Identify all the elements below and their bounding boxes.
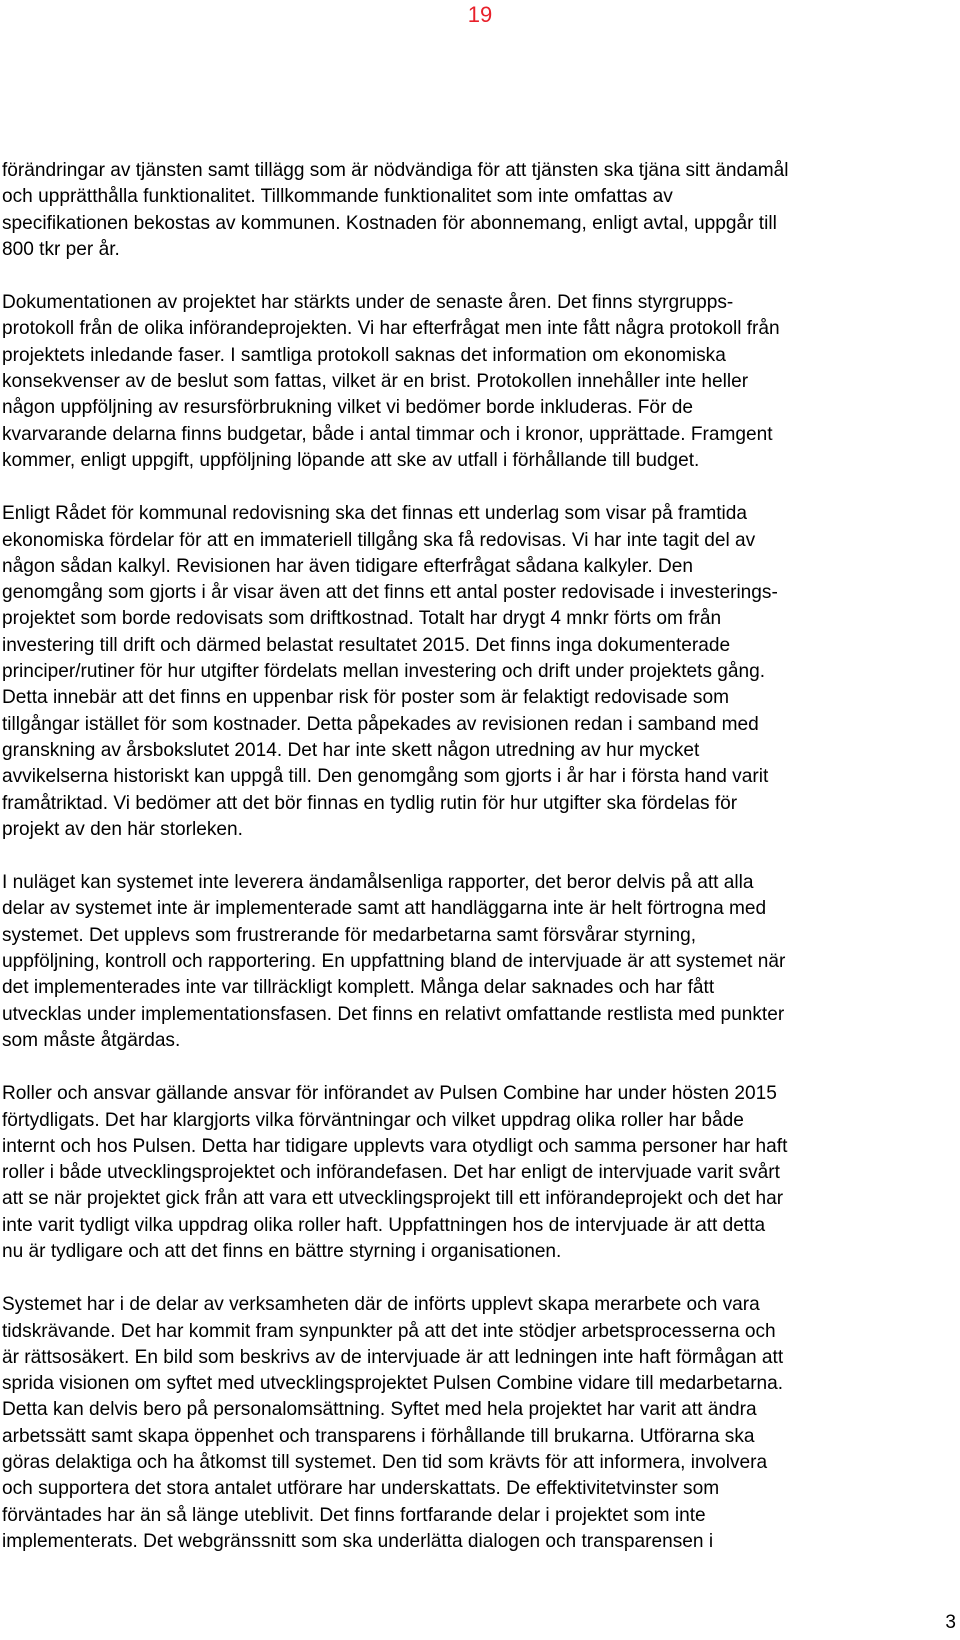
paragraph-system-experience: Systemet har i de delar av verksamheten där de införts upplevt skapa merarbete och vara tidskrävande. Det har kommit fram synpunkter på att det inte stödjer arbetsprocesserna och är rättsosäkert. En bild som beskrivs av de intervjuade är att ledningen inte haft förmågan att sprida visionen om syftet med utvecklingsprojektet Pulsen Combine vidare till medarbetarna. Detta kan delvis bero på personalomsättning. Syftet med hela projektet har varit att ändra arbetssätt samt skapa öppenhet och transparens i förhållande till brukarna. Utförarna ska göras delaktiga och ha åtkomst till systemet. Den tid som krävts för att informera, involvera och supportera det stora antalet utförare har underskattats. De effektivitetvinster som förväntades har än så länge uteblivit. Det finns fortfarande delar i projektet som inte implementerats. Det webgränssnitt som ska underlätta dialogen och transparensen i bbox=[2, 1294, 784, 1552]
corner-page-marker: 3 bbox=[945, 1612, 956, 1633]
paragraph-service-costs: förändringar av tjänsten samt tillägg som är nödvändiga för att tjänsten ska tjäna sitt ändamål och upprätthålla funktionalitet. Tillkommande funktionalitet som inte omfattas av specifikationen bekostas av kommunen. Kostnaden för abonnemang, enligt avtal, uppgår till 800 tkr per år. bbox=[2, 160, 789, 260]
paragraph-accounting: Enligt Rådet för kommunal redovisning ska det finnas ett underlag som visar på framtida ekonomiska fördelar för att en immateriell tillgång ska få redovisas. Vi har inte tagit del av någon sådan kalkyl. Revisionen har även tidigare efterfrågat sådana kalkyler. Den genomgång som gjorts i år visar även att det finns ett antal poster redovisade i investerings- projektet som borde redovisats som driftkostnad. Totalt har drygt 4 mnkr förts om från investering till drift och därmed belastat resultatet 2015. Det finns inga dokumenterade principer/rutiner för hur utgifter fördelats mellan investering och drift under projektets gång. Detta innebär att det finns en uppenbar risk för poster som är felaktigt redovisade som tillgångar istället för som kostnader. Detta påpekades av revisionen redan i samband med granskning av årsbokslutet 2014. Det har inte skett någon utredning av hur mycket avvikelserna historiskt kan uppgå till. Den genomgång som gjorts i år har i första hand varit framåtriktad. Vi bedömer att det bör finnas en tydlig rutin för hur utgifter ska fördelas för projekt av den här storleken. bbox=[2, 503, 778, 840]
paragraph-reporting: I nuläget kan systemet inte leverera ändamålsenliga rapporter, det beror delvis på att alla delar av systemet inte är implementerade samt att handläggarna inte är helt förtrogna med systemet. Det upplevs som frustrerande för medarbetarna samt försvårar styrning, uppföljning, kontroll och rapportering. En uppfattning bland de intervjuade är att systemet när det implementerades inte var tillräckligt komplett. Många delar saknades och har fått utvecklas under implementationsfasen. Det finns en relativt omfattande restlista med punkter som måste åtgärdas. bbox=[2, 872, 786, 1051]
page-number: 19 bbox=[467, 2, 493, 27]
paragraph-documentation: Dokumentationen av projektet har stärkts under de senaste åren. Det finns styrgrupps- protokoll från de olika införandeprojekten. Vi har efterfrågat men inte fått några protokoll från projektets inledande faser. I samtliga protokoll saknas det information om ekonomiska konsekvenser av de beslut som fattas, vilket är en brist. Protokollen innehåller inte heller någon uppföljning av resursförbrukning vilket vi bedömer borde inkluderas. För de kvarvarande delarna finns budgetar, både i antal timmar och i kronor, upprättade. Framgent kommer, enligt uppgift, uppföljning löpande att ske av utfall i förhållande till budget. bbox=[2, 292, 780, 471]
document-body bbox=[2, 158, 952, 1582]
paragraph-roles: Roller och ansvar gällande ansvar för införandet av Pulsen Combine har under hösten 2015 förtydligats. Det har klargjorts vilka förväntningar och vilket uppdrag olika roller har både internt och hos Pulsen. Detta har tidigare upplevts vara otydligt och samma personer har haft roller i både utvecklingsprojektet och införandefasen. Det har enligt de intervjuade varit svårt att se när projektet gick från att vara ett utvecklingsprojekt till ett införandeprojekt och det har inte varit tydligt vilka uppdrag olika roller haft. Uppfattningen hos de intervjuade är att detta nu är tydligare och att det finns en bättre styrning i organisationen. bbox=[2, 1083, 788, 1262]
